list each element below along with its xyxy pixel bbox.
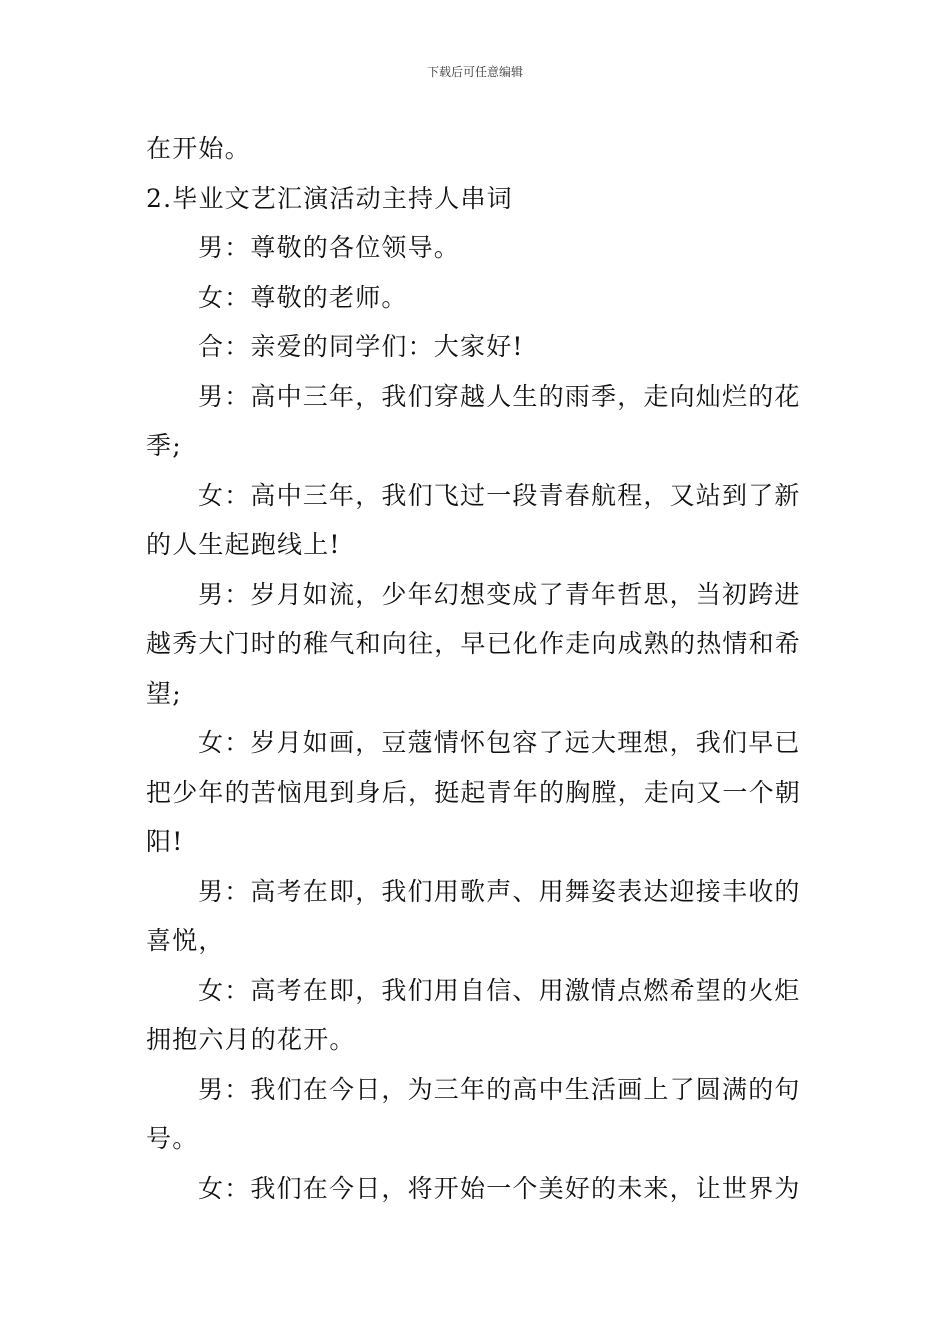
paragraph: 在开始。 (146, 134, 251, 163)
paragraph: 女：我们在今日，将开始一个美好的未来，让世界为 (198, 1173, 801, 1203)
paragraph: 男：高考在即，我们用歌声、用舞姿表达迎接丰收的喜悦， (146, 876, 801, 955)
paragraph: 女：高中三年，我们飞过一段青春航程，又站到了新的人生起跑线上! (146, 480, 801, 559)
body-text (146, 124, 810, 1213)
section-heading: 2.毕业文艺汇演活动主持人串词 (146, 183, 513, 213)
paragraph: 男：我们在今日，为三年的高中生活画上了圆满的句号。 (146, 1074, 801, 1153)
paragraph: 男：尊敬的各位领导。 (198, 233, 461, 262)
paragraph: 女：岁月如画，豆蔻情怀包容了远大理想，我们早已把少年的苦恼甩到身后，挺起青年的胸膛，走向又一个朝阳! (146, 728, 802, 856)
paragraph: 女：尊敬的老师。 (198, 282, 408, 312)
paragraph: 男：高中三年，我们穿越人生的雨季，走向灿烂的花季; (146, 381, 801, 460)
paragraph: 女：高考在即，我们用自信、用激情点燃希望的火炬拥抱六月的花开。 (146, 975, 801, 1054)
paragraph: 男：岁月如流，少年幻想变成了青年哲思，当初跨进越秀大门时的稚气和向往，早已化作走向成熟的热情和希望; (146, 579, 802, 708)
paragraph: 合：亲爱的同学们：大家好! (198, 332, 524, 361)
page-header: 下载后可任意编辑 (426, 65, 523, 79)
